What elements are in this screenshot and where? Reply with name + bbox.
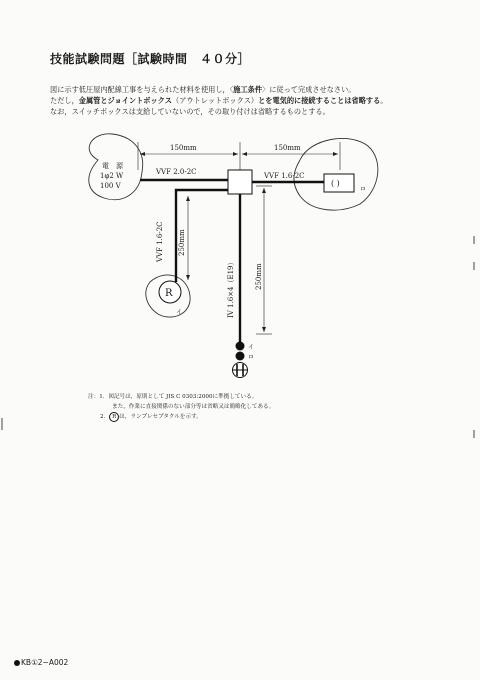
page-title: 技能試験問題［試験時間 ４０分］ [50,52,251,66]
switch-i [236,342,245,351]
power-label: 電 源 [102,162,123,170]
instruction-bold: とを電気的に接続することは省略する [258,96,381,105]
note-1-text: 図記号は，原則として JIS C 0303:2000に準拠している。 [108,394,258,400]
note-2-text: は，ランプレセプタクルを示す。 [119,414,202,420]
document-code [14,658,68,667]
cable-left-label: VVF 2.0-2C [156,168,197,176]
power-voltage: 100 V [100,182,121,190]
lamp-symbol: ( ) [331,179,340,188]
switch-ro-tag: ロ [248,354,255,361]
note-2 [88,412,408,422]
instruction-bold: 金属管とジョイントボックス [78,96,172,105]
dim-vertical-left: 250mm [178,229,186,256]
receptacle-symbol: R [165,288,173,299]
cable-down-left-label: VVF 1.6-2C [156,221,164,262]
instruction-text: （アウトレットボックス） [172,96,259,105]
bullet-icon [14,660,20,666]
switch-ro [236,352,245,361]
footnotes [88,392,408,422]
joint-box [228,170,252,194]
conduit-label: IV 1.6×4（E19） [227,258,235,318]
dim-vertical-right: 250mm [255,263,263,290]
receptacle-icon: R [109,412,119,422]
dim-top-right: 150mm [274,144,301,152]
power-spec: 1φ2 W [100,172,124,180]
instruction-text: ただし， [50,96,79,105]
note-2-head: 2． [100,414,110,420]
dim-top-left: 150mm [170,144,197,152]
document-code-text: KB①2−A002 [21,658,69,667]
note-1 [88,392,408,402]
note-1b: また，作業に直接関係のない部分等は省略又は簡略化してある。 [112,404,275,410]
cable-right-label: VVF 1.6-2C [264,172,305,180]
instruction-text: 図に示す低圧屋内配線工事を与えられた材料を使用し，〈 [50,85,234,94]
note-1-head: 注：1． [88,394,109,400]
instruction-text: 〉に従って完成させなさい。 [262,85,356,94]
instruction-line-3: なお，スイッチボックスは支給していないので，その取り付けは省略するものとする。 [50,107,330,116]
lamp-tag: ロ [360,186,367,193]
instruction-bold: 施工条件 [233,85,263,94]
receptacle-tag: イ [176,309,183,316]
instruction-text: 。 [380,96,388,105]
switch-i-tag: イ [248,344,255,351]
